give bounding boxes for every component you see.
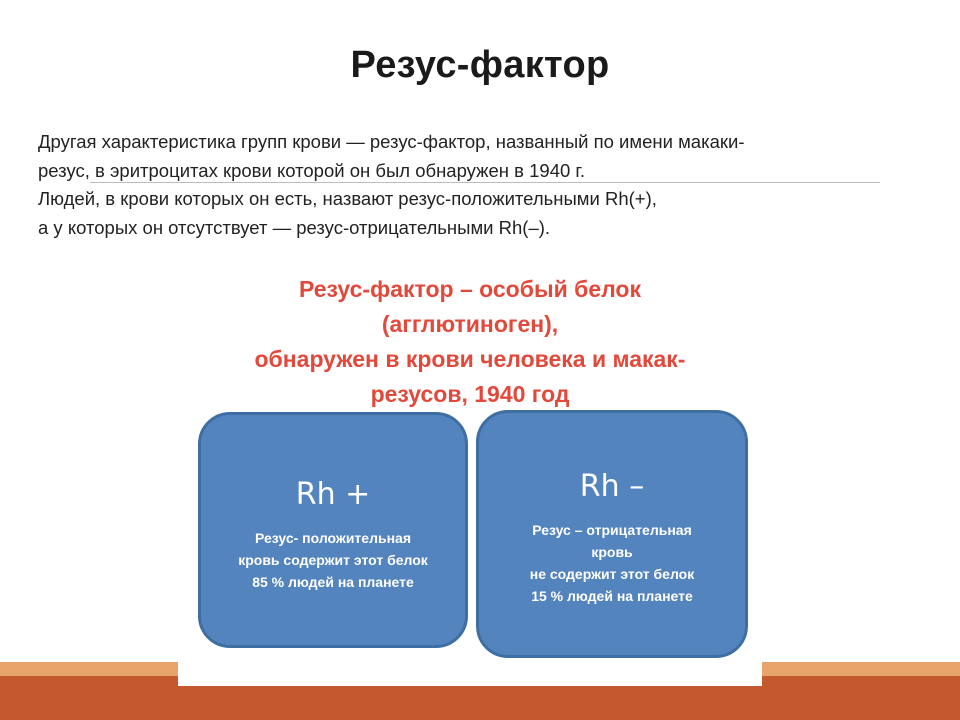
card-line: кровь (591, 544, 633, 560)
body-paragraph (38, 128, 898, 242)
card-line: кровь содержит этот белок (238, 552, 428, 568)
figure-heading-line: Резус-фактор – особый белок (299, 276, 641, 302)
card-line: Резус- положительная (255, 530, 411, 546)
card-line: не содержит этот белок (529, 566, 695, 582)
card-line: 15 % людей на планете (531, 588, 693, 604)
card-line: Резус – отрицательная (532, 522, 692, 538)
figure-heading (178, 272, 762, 412)
paragraph-line: а у которых он отсутствует — резус-отрицательными Rh(–). (38, 216, 551, 238)
rh-negative-card (476, 410, 748, 658)
rh-factor-figure (178, 252, 762, 686)
rh-negative-description (479, 519, 745, 607)
paragraph-line: Другая характеристика групп крови — резус-фактор, названный по имени макаки- (38, 131, 745, 152)
figure-heading-line: (агглютиноген), (381, 311, 559, 337)
card-line: 85 % людей на планете (252, 574, 414, 590)
figure-heading-line: резусов, 1940 год (370, 381, 570, 407)
paragraph-line: резус, в эритроцитах крови которой он был обнаружен в 1940 г. (38, 159, 586, 181)
rh-positive-description (201, 527, 465, 593)
rh-negative-symbol: Rh – (579, 469, 645, 504)
slide-title: Резус-фактор (350, 44, 610, 86)
divider-line (90, 182, 880, 183)
rh-positive-card (198, 412, 468, 648)
rh-positive-symbol: Rh + (295, 477, 371, 512)
figure-heading-line: обнаружен в крови человека и макак- (254, 346, 686, 372)
paragraph-line: Людей, в крови которых он есть, назвают резус-положительными Rh(+), (38, 188, 657, 209)
